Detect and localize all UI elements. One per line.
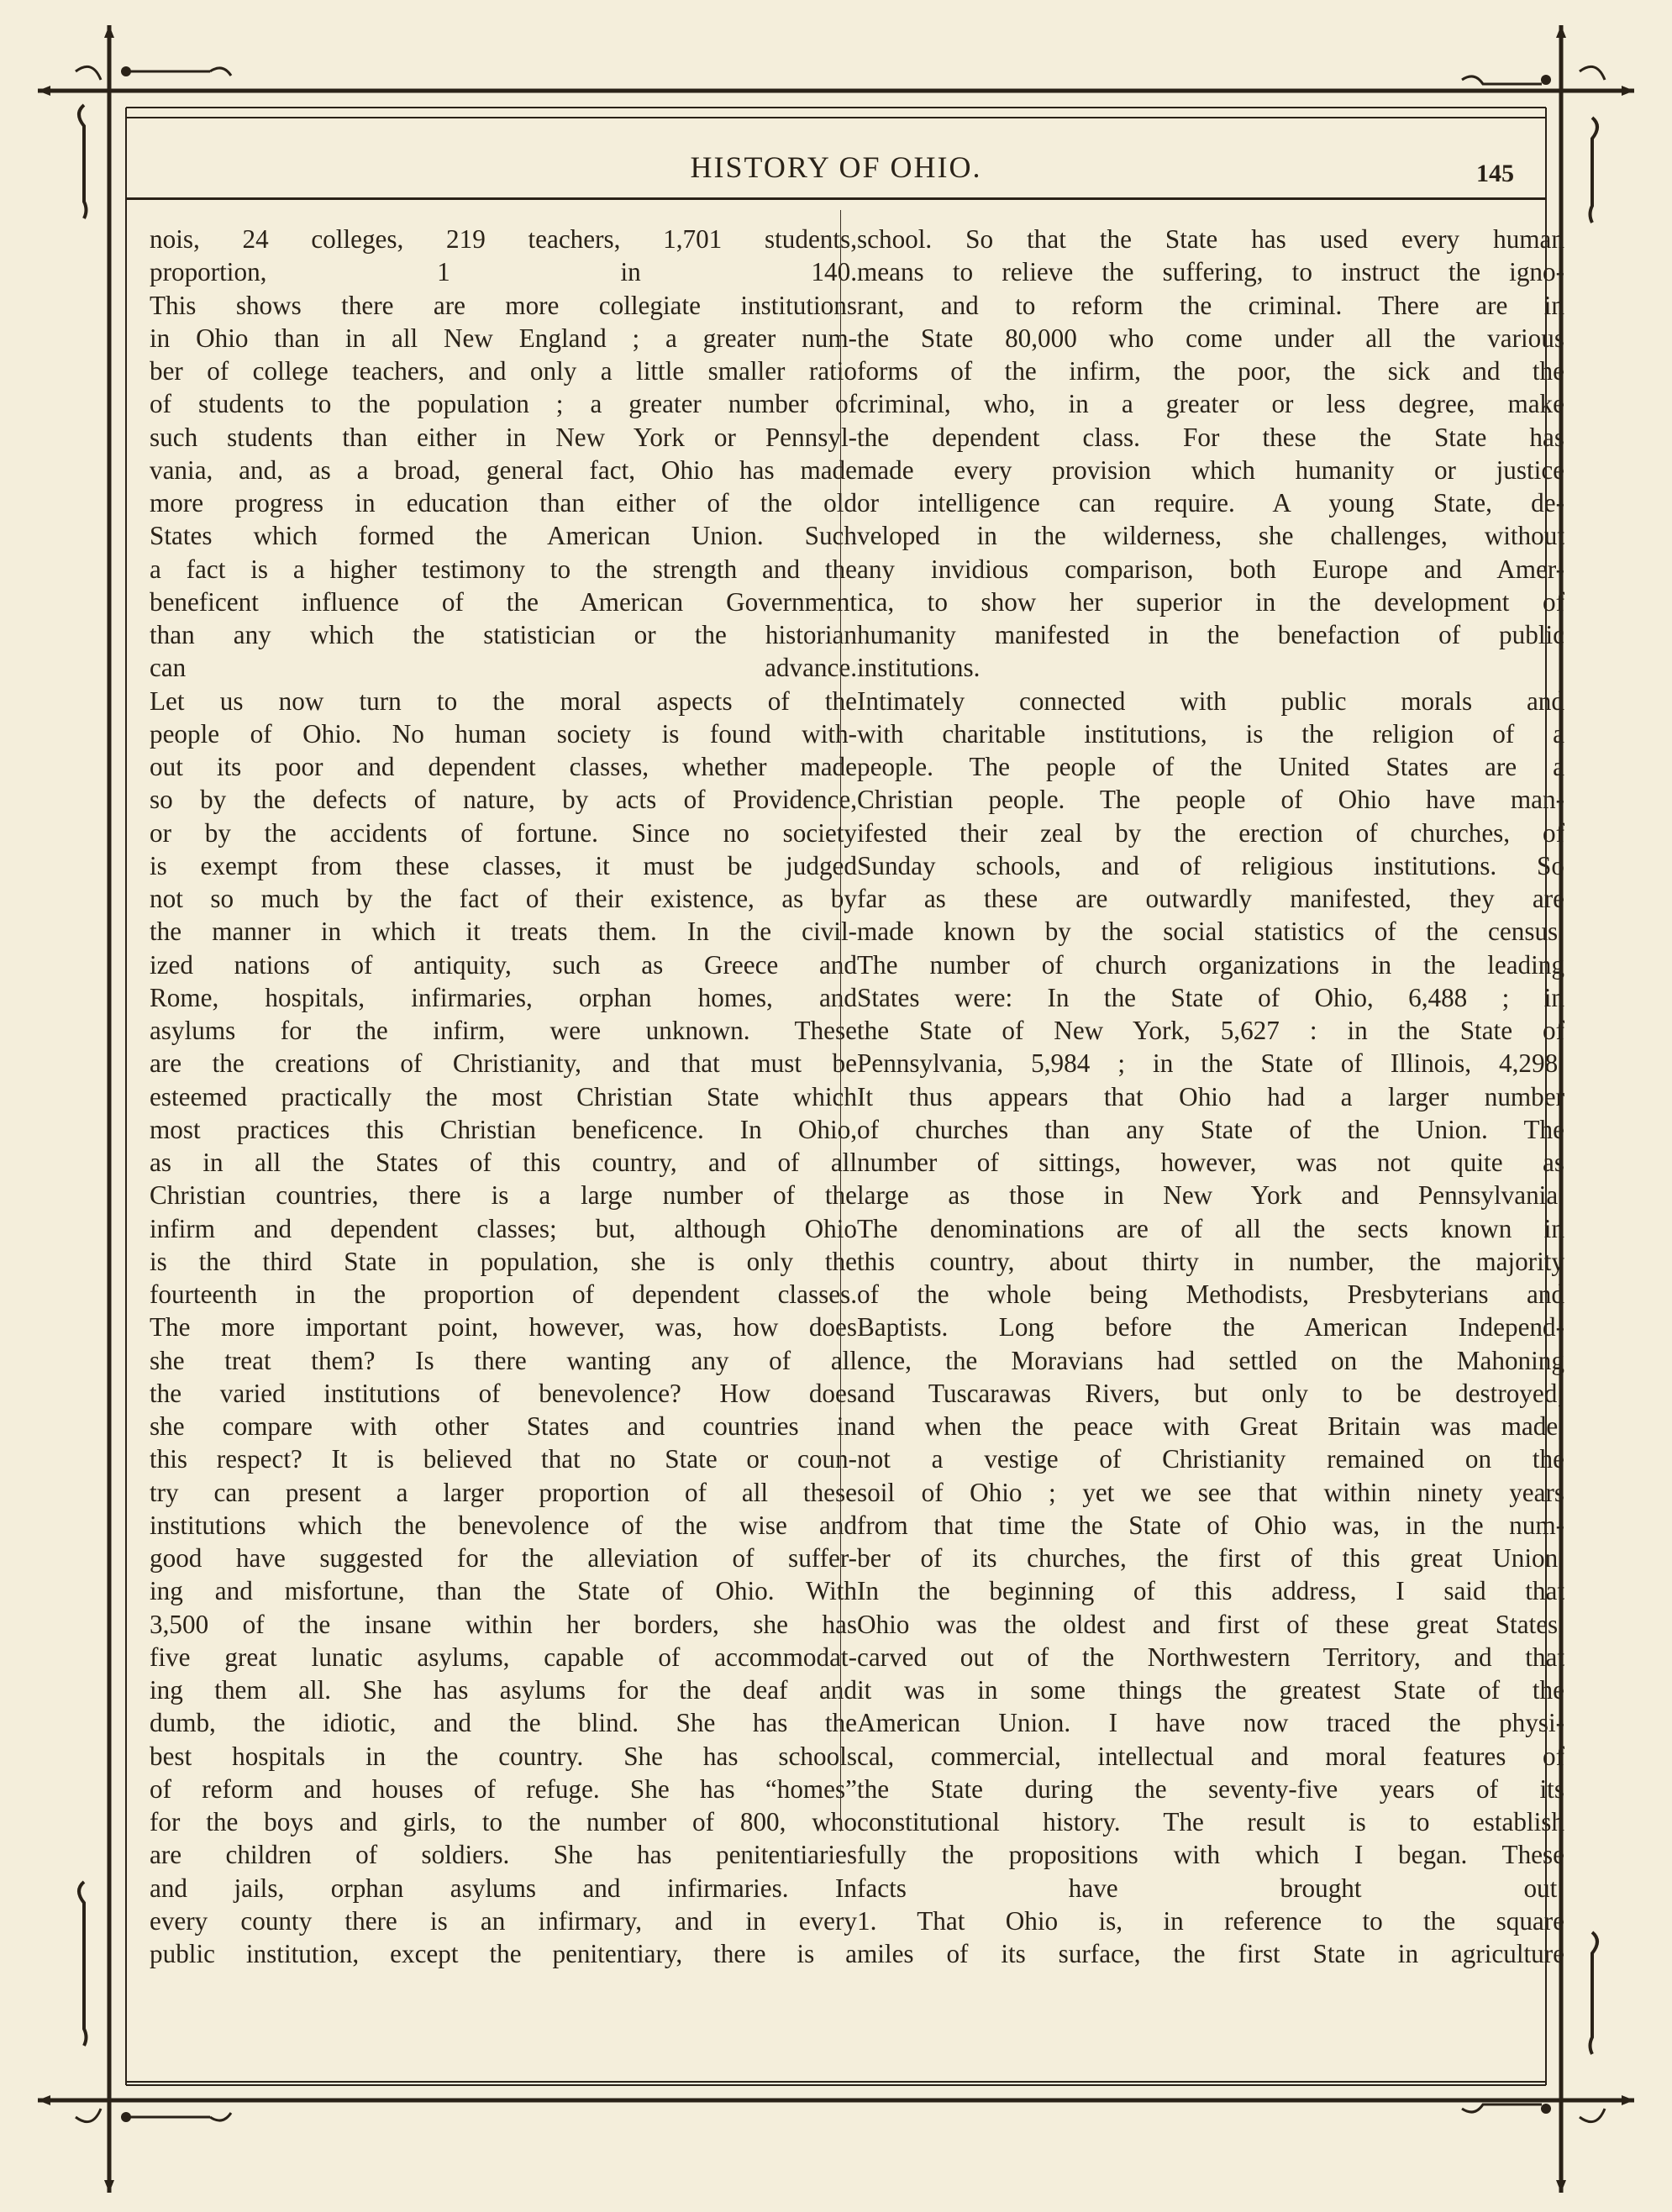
- text-line: proportion, 1 in 140.: [150, 257, 857, 287]
- text-line: made every provision which humanity or justice: [857, 454, 1564, 485]
- text-line: beneficent influence of the American Government: [150, 586, 857, 617]
- text-line: States were: In the State of Ohio, 6,488 ; in: [857, 982, 1564, 1012]
- text-line: fourteenth in the proportion of dependent classes.: [150, 1279, 857, 1309]
- text-line: people. The people of the United States are a: [857, 752, 1564, 781]
- text-line: veloped in the wilderness, she challenges, without: [857, 521, 1564, 551]
- text-line: she treat them? Is there wanting any of all: [150, 1345, 857, 1375]
- text-line: It thus appears that Ohio had a larger number: [857, 1081, 1564, 1111]
- text-line: she compare with other States and countries in: [150, 1411, 857, 1441]
- text-line: Pennsylvania, 5,984 ; in the State of Illinois, 4,298.: [857, 1048, 1564, 1079]
- text-line: ing them all. She has asylums for the deaf and: [150, 1675, 857, 1705]
- text-line: out its poor and dependent classes, whether made: [150, 752, 857, 781]
- text-line: the State of New York, 5,627 : in the State of: [857, 1016, 1564, 1045]
- text-line: ing and misfortune, than the State of Ohio. With: [150, 1576, 857, 1606]
- text-line: can advance.: [150, 653, 857, 683]
- text-line: made known by the social statistics of the census.: [857, 917, 1564, 947]
- text-column-left: [150, 223, 857, 1970]
- text-line: institutions which the benevolence of the wise and: [150, 1510, 857, 1540]
- text-line: ifested their zeal by the erection of churches, of: [857, 817, 1564, 848]
- text-line: 1. That Ohio is, in reference to the square: [857, 1905, 1564, 1936]
- text-line: esteemed practically the most Christian State which: [150, 1081, 857, 1111]
- text-line: dumb, the idiotic, and the blind. She has the: [150, 1708, 857, 1738]
- text-line: public institution, except the penitentiary, there is a: [150, 1939, 857, 1968]
- text-line: school. So that the State has used every human: [857, 224, 1564, 254]
- text-line: cal, commercial, intellectual and moral features of: [857, 1741, 1564, 1771]
- text-line: and Tuscarawas Rivers, but only to be destroyed;: [857, 1378, 1564, 1408]
- text-line: a fact is a higher testimony to the strength and the: [150, 554, 857, 584]
- text-line: ence, the Moravians had settled on the Mahoning: [857, 1345, 1564, 1375]
- text-line: the dependent class. For these the State has: [857, 422, 1564, 452]
- text-line: is the third State in population, she is only the: [150, 1246, 857, 1276]
- text-line: from that time the State of Ohio was, in the num-: [857, 1510, 1564, 1540]
- text-line: such students than either in New York or Pennsyl-: [150, 422, 857, 452]
- running-head-title: HISTORY OF OHIO.: [690, 150, 982, 184]
- text-line: and when the peace with Great Britain was made,: [857, 1411, 1564, 1441]
- text-line: so by the defects of nature, by acts of Providence,: [150, 785, 857, 815]
- text-line: are children of soldiers. She has penitentiaries: [150, 1840, 857, 1870]
- text-line: miles of its surface, the first State in agriculture: [857, 1939, 1564, 1968]
- text-line: of churches than any State of the Union. The: [857, 1114, 1564, 1144]
- text-line: the manner in which it treats them. In the civil-: [150, 917, 857, 947]
- text-line: far as these are outwardly manifested, they are: [857, 884, 1564, 913]
- text-line: number of sittings, however, was not quite as: [857, 1148, 1564, 1177]
- text-line: is exempt from these classes, it must be judged: [150, 850, 857, 880]
- text-line: This shows there are more collegiate institutions: [150, 290, 857, 320]
- text-line: vania, and, as a broad, general fact, Ohio has made: [150, 454, 857, 485]
- text-line: facts have brought out:: [857, 1873, 1564, 1903]
- text-line: of students to the population ; a greater number of: [150, 389, 857, 419]
- text-line: than any which the statistician or the historian: [150, 620, 857, 649]
- text-line: and jails, orphan asylums and infirmaries. In: [150, 1873, 857, 1903]
- text-line: as in all the States of this country, and of all: [150, 1148, 857, 1177]
- text-line: The number of church organizations in the leading: [857, 949, 1564, 980]
- text-line: or intelligence can require. A young State, de-: [857, 488, 1564, 518]
- text-line: Christian people. The people of Ohio have man-: [857, 785, 1564, 815]
- text-line: constitutional history. The result is to establish: [857, 1807, 1564, 1836]
- text-line: five great lunatic asylums, capable of accommodat-: [150, 1642, 857, 1672]
- text-line: large as those in New York and Pennsylvania.: [857, 1180, 1564, 1211]
- text-line: criminal, who, in a greater or less degree, make: [857, 389, 1564, 419]
- text-line: asylums for the infirm, were unknown. These: [150, 1016, 857, 1045]
- text-line: with charitable institutions, is the religion of a: [857, 718, 1564, 749]
- text-line: The denominations are of all the sects known in: [857, 1213, 1564, 1243]
- text-line: Baptists. Long before the American Independ-: [857, 1312, 1564, 1342]
- text-line: more progress in education than either of the old: [150, 488, 857, 518]
- text-line: the State 80,000 who come under all the various: [857, 323, 1564, 353]
- text-line: Sunday schools, and of religious institutions. So: [857, 850, 1564, 880]
- text-line: not so much by the fact of their existence, as by: [150, 884, 857, 913]
- text-line: or by the accidents of fortune. Since no society: [150, 817, 857, 848]
- text-line: people of Ohio. No human society is found with-: [150, 718, 857, 749]
- text-line: the State during the seventy-five years of its: [857, 1773, 1564, 1804]
- page-number: 145: [1476, 160, 1514, 187]
- text-line: infirm and dependent classes; but, although Ohio: [150, 1213, 857, 1243]
- text-line: ica, to show her superior in the development of: [857, 586, 1564, 617]
- text-line: the varied institutions of benevolence? How does: [150, 1378, 857, 1408]
- text-line: of the whole being Methodists, Presbyterians and: [857, 1279, 1564, 1309]
- text-line: rant, and to reform the criminal. There are in: [857, 290, 1564, 320]
- text-line: every county there is an infirmary, and in every: [150, 1905, 857, 1936]
- text-line: carved out of the Northwestern Territory, and that: [857, 1642, 1564, 1672]
- text-line: not a vestige of Christianity remained on the: [857, 1444, 1564, 1474]
- text-line: it was in some things the greatest State of the: [857, 1675, 1564, 1705]
- text-line: this country, about thirty in number, the majority: [857, 1246, 1564, 1276]
- text-line: are the creations of Christianity, and that must be: [150, 1048, 857, 1079]
- text-line: good have suggested for the alleviation of suffer-: [150, 1543, 857, 1573]
- text-line: American Union. I have now traced the physi-: [857, 1708, 1564, 1738]
- text-line: Ohio was the oldest and first of these great States,: [857, 1609, 1564, 1639]
- text-line: The more important point, however, was, how does: [150, 1312, 857, 1342]
- text-line: ber of its churches, the first of this great Union.: [857, 1543, 1564, 1573]
- text-line: States which formed the American Union. Such: [150, 521, 857, 551]
- text-line: Christian countries, there is a large number of the: [150, 1180, 857, 1211]
- text-line: 3,500 of the insane within her borders, she has: [150, 1609, 857, 1639]
- text-line: forms of the infirm, the poor, the sick and the: [857, 356, 1564, 386]
- text-line: for the boys and girls, to the number of 800, who: [150, 1807, 857, 1836]
- text-line: nois, 24 colleges, 219 teachers, 1,701 students,: [150, 224, 857, 254]
- text-line: ized nations of antiquity, such as Greece and: [150, 949, 857, 980]
- text-line: Rome, hospitals, infirmaries, orphan homes, and: [150, 982, 857, 1012]
- text-line: most practices this Christian beneficence. In Ohio,: [150, 1114, 857, 1144]
- column-divider: [840, 210, 841, 1831]
- text-line: in Ohio than in all New England ; a greater num-: [150, 323, 857, 353]
- text-line: means to relieve the suffering, to instruct the igno-: [857, 257, 1564, 287]
- text-line: any invidious comparison, both Europe and Amer-: [857, 554, 1564, 584]
- text-line: of reform and houses of refuge. She has “homes”: [150, 1773, 857, 1804]
- text-line: this respect? It is believed that no State or coun-: [150, 1444, 857, 1474]
- header-rule: [126, 197, 1546, 200]
- text-line: Intimately connected with public morals and: [857, 686, 1564, 716]
- text-line: ber of college teachers, and only a little smaller ratio: [150, 356, 857, 386]
- text-line: fully the propositions with which I began. These: [857, 1840, 1564, 1870]
- text-line: humanity manifested in the benefaction of public: [857, 620, 1564, 649]
- text-line: In the beginning of this address, I said that: [857, 1576, 1564, 1606]
- text-line: try can present a larger proportion of all these: [150, 1477, 857, 1507]
- text-line: institutions.: [857, 653, 981, 683]
- text-line: best hospitals in the country. She has schools: [150, 1741, 857, 1771]
- text-line: Let us now turn to the moral aspects of the: [150, 686, 857, 716]
- text-line: soil of Ohio ; yet we see that within ninety years: [857, 1477, 1564, 1507]
- text-column-right: [857, 223, 1564, 1970]
